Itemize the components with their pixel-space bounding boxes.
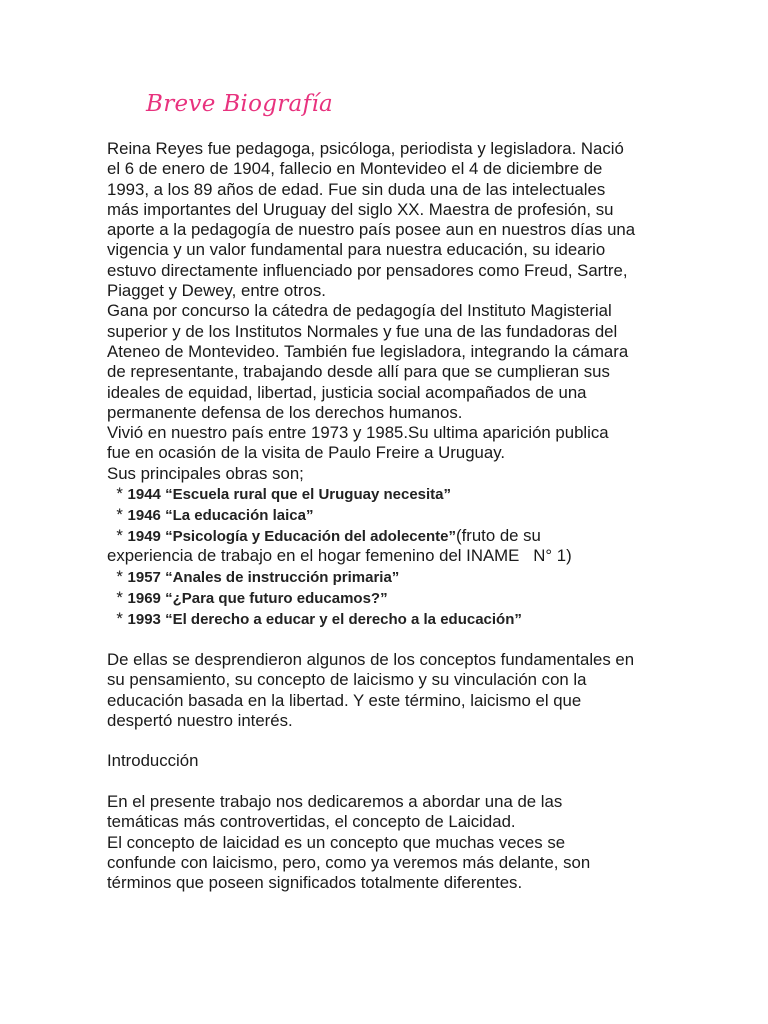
bio-line: Piagget y Dewey, entre otros.	[107, 281, 326, 301]
works-list-item	[107, 526, 667, 547]
bullet-marker: *	[107, 504, 128, 524]
paragraph-spacer	[107, 630, 667, 650]
works-list-item	[107, 567, 667, 588]
bio-line: vigencia y un valor fundamental para nuestra educación, su ideario	[107, 240, 606, 260]
bullet-marker: *	[107, 588, 128, 608]
intro-line: temáticas más controvertidas, el concepto de Laicidad.	[107, 812, 516, 832]
bio-line: superior y de los Institutos Normales y fue una de las fundadoras del	[107, 321, 618, 341]
work-title: 1944 “Escuela rural que el Uruguay necesita”	[127, 486, 452, 504]
concepts-line: De ellas se desprendieron algunos de los conceptos fundamentales en	[107, 649, 635, 669]
paragraph-spacer	[107, 772, 667, 792]
bio-line: Vivió en nuestro país entre 1973 y 1985.Su ultima aparición publica	[107, 423, 609, 443]
intro-line: términos que poseen significados totalmente diferentes.	[107, 873, 523, 893]
work-title: 1946 “La educación laica”	[127, 506, 314, 524]
work-title: 1957 “Anales de instrucción primaria”	[127, 569, 400, 587]
work-title: 1969 “¿Para que futuro educamos?”	[127, 590, 388, 608]
work-title: 1949 “Psicología y Educación del adolecente”	[127, 527, 456, 545]
intro-paragraph	[107, 792, 667, 893]
works-list-item	[107, 609, 667, 630]
bullet-marker: *	[107, 484, 128, 504]
intro-line: confunde con laicismo, pero, como ya veremos más delante, son	[107, 852, 591, 872]
bio-line: estuvo directamente influenciado por pensadores como Freud, Sartre,	[107, 260, 628, 280]
works-list	[107, 484, 667, 630]
intro-heading: Introducción	[107, 751, 199, 771]
bio-line: fue en ocasión de la visita de Paulo Freire a Uruguay.	[107, 443, 506, 463]
works-list-item-continuation	[107, 546, 667, 567]
document-body	[107, 139, 667, 893]
concepts-line: educación basada en la libertad. Y este término, laicismo el que	[107, 690, 582, 710]
bio-line: 1993, a los 89 años de edad. Fue sin duda una de las intelectuales	[107, 179, 606, 199]
bullet-marker: *	[107, 525, 128, 545]
paragraph-spacer	[107, 731, 667, 751]
bio-line: ideales de equidad, libertad, justicia social acompañados de una	[107, 382, 587, 402]
works-list-item	[107, 588, 667, 609]
intro-line: El concepto de laicidad es un concepto que muchas veces se	[107, 832, 566, 852]
biography-paragraph	[107, 139, 667, 484]
concepts-line: su pensamiento, su concepto de laicismo y su vinculación con la	[107, 670, 587, 690]
bio-line: Sus principales obras son;	[107, 463, 304, 483]
bio-line: Gana por concurso la cátedra de pedagogía del Instituto Magisterial	[107, 301, 612, 321]
concepts-line: despertó nuestro interés.	[107, 710, 293, 730]
bio-line: Ateneo de Montevideo. También fue legisladora, integrando la cámara	[107, 341, 629, 361]
work-title: 1993 “El derecho a educar y el derecho a la educación”	[127, 610, 522, 628]
works-list-item	[107, 505, 667, 526]
works-list-item	[107, 484, 667, 505]
bullet-marker: *	[107, 608, 128, 628]
bio-line: más importantes del Uruguay del siglo XX. Maestra de profesión, su	[107, 199, 614, 219]
work-note: (fruto de su	[456, 525, 541, 545]
intro-line: En el presente trabajo nos dedicaremos a abordar una de las	[107, 792, 563, 811]
bullet-marker: *	[107, 567, 128, 587]
page-title: Breve Biografía	[146, 91, 334, 117]
bio-line: aporte a la pedagogía de nuestro país posee aun en nuestros días una	[107, 220, 636, 240]
bio-line: el 6 de enero de 1904, fallecio en Montevideo el 4 de diciembre de	[107, 159, 603, 179]
concepts-paragraph	[107, 650, 667, 731]
bio-line: Reina Reyes fue pedagoga, psicóloga, periodista y legisladora. Nació	[107, 139, 624, 158]
bio-line: de representante, trabajando desde allí para que se cumplieran sus	[107, 362, 610, 382]
bio-line: permanente defensa de los derechos humanos.	[107, 402, 463, 422]
work-note: experiencia de trabajo en el hogar femenino del INAME N° 1)	[107, 546, 572, 566]
